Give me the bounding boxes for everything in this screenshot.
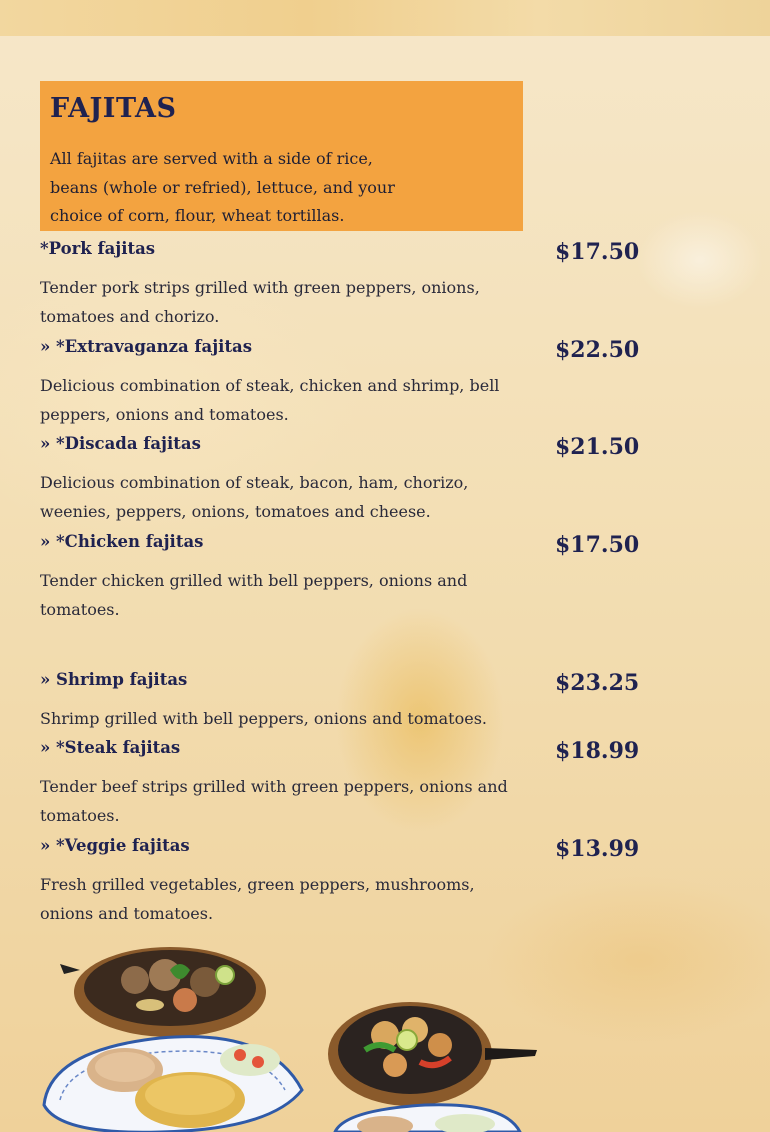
section-title: FAJITAS: [50, 93, 177, 124]
item-name: » *Chicken fajitas: [40, 532, 204, 551]
item-name: » *Discada fajitas: [40, 434, 201, 453]
item-description: Fresh grilled vegetables, green peppers, mushrooms, onions and tomatoes.: [40, 875, 475, 923]
item-price: $17.50: [555, 239, 640, 265]
item-name: *Pork fajitas: [40, 239, 156, 258]
item-price: $22.50: [555, 337, 640, 363]
item-description: Tender chicken grilled with bell peppers, onions and tomatoes.: [40, 571, 468, 619]
item-price: $23.25: [555, 670, 640, 696]
item-price: $18.99: [555, 738, 640, 764]
item-price: $21.50: [555, 434, 640, 460]
fajita-platter-photo-left: [40, 930, 305, 1132]
item-description: Delicious combination of steak, bacon, ham, chorizo, weenies, peppers, onions, tomatoes and cheese.: [40, 473, 469, 521]
item-description: Tender beef strips grilled with green peppers, onions and tomatoes.: [40, 777, 508, 825]
item-name: » *Extravaganza fajitas: [40, 337, 253, 356]
section-header: [40, 81, 523, 231]
item-description: Delicious combination of steak, chicken and shrimp, bell peppers, onions and tomatoes.: [40, 376, 500, 424]
item-name: » Shrimp fajitas: [40, 670, 188, 689]
item-description: Shrimp grilled with bell peppers, onions and tomatoes.: [40, 709, 487, 728]
item-description: Tender pork strips grilled with green peppers, onions, tomatoes and chorizo.: [40, 278, 480, 326]
item-name: » *Veggie fajitas: [40, 836, 190, 855]
item-price: $17.50: [555, 532, 640, 558]
fajita-skillet-photo-right: [325, 990, 540, 1132]
section-description: All fajitas are served with a side of rice, beans (whole or refried), lettuce, and your choice of corn, flour, wheat tortillas.: [50, 149, 395, 225]
item-price: $13.99: [555, 836, 640, 862]
item-name: » *Steak fajitas: [40, 738, 181, 757]
top-banner-strip: [0, 0, 770, 36]
